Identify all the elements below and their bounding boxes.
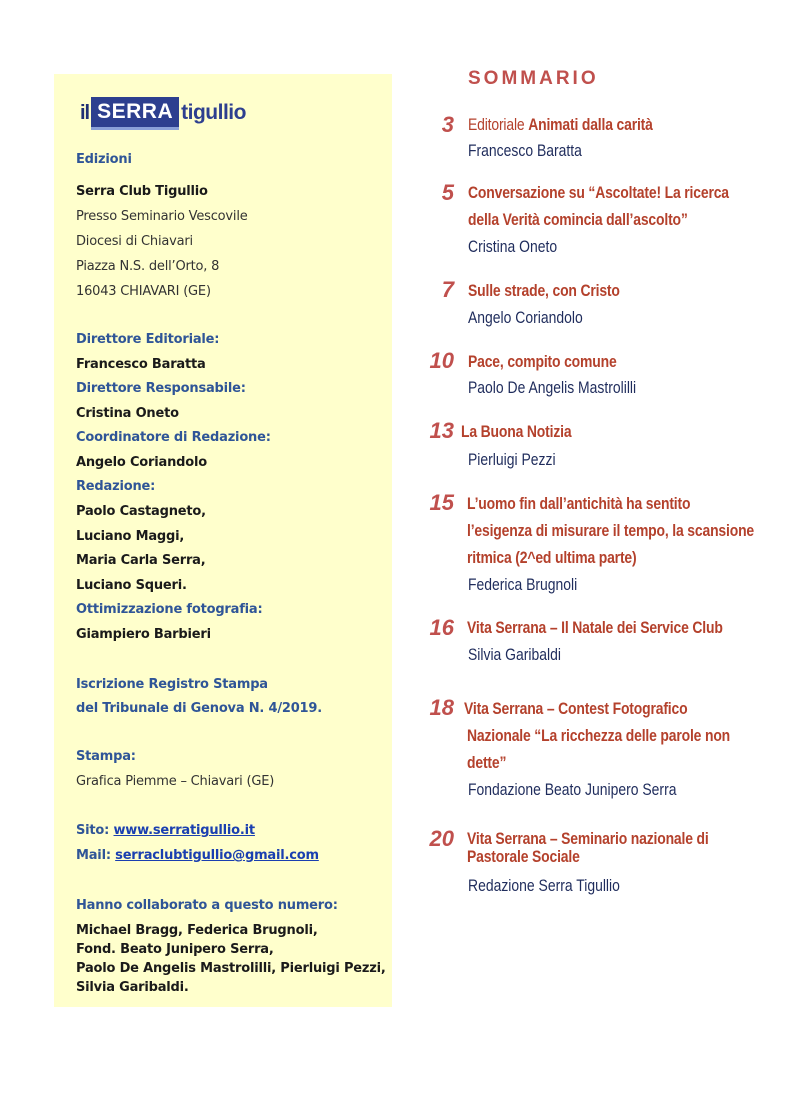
sito-link[interactable]: www.serratigullio.it: [113, 823, 255, 838]
address-line: Diocesi di Chiavari: [76, 234, 193, 249]
foto-name: Giampiero Barbieri: [76, 627, 211, 642]
logo-il: il: [80, 101, 90, 124]
serra-tigullio-logo: [80, 92, 304, 134]
toc-title-line[interactable]: Vita Serrana – Contest Fotografico: [464, 699, 688, 718]
collab-label: Hanno collaborato a questo numero:: [76, 898, 338, 913]
toc-title-line[interactable]: L’uomo fin dall’antichità ha sentito: [467, 494, 691, 513]
edizioni-label: Edizioni: [76, 152, 132, 167]
toc-author: Redazione Serra Tigullio: [468, 876, 620, 895]
toc-title-line[interactable]: Vita Serrana – Il Natale dei Service Club: [467, 618, 723, 637]
toc-page-number: 10: [429, 348, 454, 373]
address-line: 16043 CHIAVARI (GE): [76, 284, 211, 299]
toc-title-line[interactable]: Nazionale “La ricchezza delle parole non: [467, 726, 731, 745]
toc-title-prefix: Editoriale: [468, 115, 529, 134]
stampa-value: Grafica Piemme – Chiavari (GE): [76, 774, 275, 789]
direttore-editoriale: Francesco Baratta: [76, 357, 206, 372]
toc-page-number: 15: [429, 490, 454, 515]
toc-title-line[interactable]: Sulle strade, con Cristo: [468, 281, 620, 300]
toc-title-line[interactable]: Conversazione su “Ascoltate! La ricerca: [468, 183, 729, 202]
toc-author: Paolo De Angelis Mastrolilli: [468, 378, 637, 397]
sito-row: [76, 823, 255, 839]
toc-page-number: 3: [441, 112, 454, 137]
address-line: Presso Seminario Vescovile: [76, 209, 248, 224]
toc-title-line[interactable]: l’esigenza di misurare il tempo, la scansione: [467, 521, 755, 540]
toc-title-line[interactable]: La Buona Notizia: [461, 422, 572, 441]
toc-title-line[interactable]: Pastorale Sociale: [467, 847, 580, 866]
direttore-responsabile-label: Direttore Responsabile:: [76, 381, 246, 396]
toc-page-number: 13: [429, 418, 454, 443]
collab-line: Fond. Beato Junipero Serra,: [76, 942, 274, 957]
colophon-panel: [54, 74, 392, 1007]
redazione-member: Maria Carla Serra,: [76, 553, 206, 568]
toc-title-line[interactable]: dette”: [467, 753, 507, 772]
toc-title-line[interactable]: della Verità comincia dall’ascolto”: [468, 210, 688, 229]
stampa-label: Stampa:: [76, 749, 136, 764]
direttore-responsabile: Cristina Oneto: [76, 406, 179, 421]
collab-line: Michael Bragg, Federica Brugnoli,: [76, 923, 318, 938]
collab-line: Paolo De Angelis Mastrolilli, Pierluigi Pezzi,: [76, 961, 386, 976]
mail-label: Mail:: [76, 848, 116, 863]
toc-author: Angelo Coriandolo: [468, 308, 583, 327]
coordinatore-label: Coordinatore di Redazione:: [76, 430, 271, 445]
toc-page-number: 16: [429, 615, 454, 640]
sito-label: Sito:: [76, 823, 114, 838]
registro-line: Iscrizione Registro Stampa: [76, 677, 268, 692]
sommario-title: SOMMARIO: [468, 68, 599, 89]
direttore-editoriale-label: Direttore Editoriale:: [76, 332, 220, 347]
collab-line: Silvia Garibaldi.: [76, 980, 189, 995]
toc-author: Silvia Garibaldi: [468, 645, 561, 664]
club-name: Serra Club Tigullio: [76, 184, 208, 199]
registro-line: del Tribunale di Genova N. 4/2019.: [76, 701, 322, 716]
toc-page-number: 5: [441, 180, 454, 205]
toc-page-number: 20: [429, 826, 454, 851]
redazione-member: Paolo Castagneto,: [76, 504, 206, 519]
logo-tigullio: tigullio: [181, 101, 246, 124]
logo-serra: SERRA: [91, 97, 179, 130]
toc-title-line[interactable]: ritmica (2^ed ultima parte): [467, 548, 637, 567]
redazione-member: Luciano Maggi,: [76, 529, 185, 544]
toc-author: Cristina Oneto: [468, 237, 558, 256]
toc-author: Fondazione Beato Junipero Serra: [468, 780, 677, 799]
mail-row: [76, 848, 319, 864]
foto-label: Ottimizzazione fotografia:: [76, 602, 263, 617]
coordinatore: Angelo Coriandolo: [76, 455, 207, 470]
toc-page-number: 7: [441, 277, 454, 302]
toc-author: Federica Brugnoli: [468, 575, 578, 594]
toc-title-line[interactable]: Vita Serrana – Seminario nazionale di: [467, 829, 709, 848]
redazione-member: Luciano Squeri.: [76, 578, 187, 593]
toc-author: Pierluigi Pezzi: [468, 450, 556, 469]
mail-link[interactable]: serraclubtigullio@gmail.com: [115, 848, 319, 863]
toc-title-line: Animati dalla carità: [528, 115, 653, 134]
toc-author: Francesco Baratta: [468, 141, 582, 160]
redazione-label: Redazione:: [76, 479, 156, 494]
toc-page-number: 18: [429, 695, 454, 720]
toc-title[interactable]: [468, 111, 653, 138]
toc-title-line[interactable]: Pace, compito comune: [468, 352, 617, 371]
address-line: Piazza N.S. dell’Orto, 8: [76, 259, 220, 274]
